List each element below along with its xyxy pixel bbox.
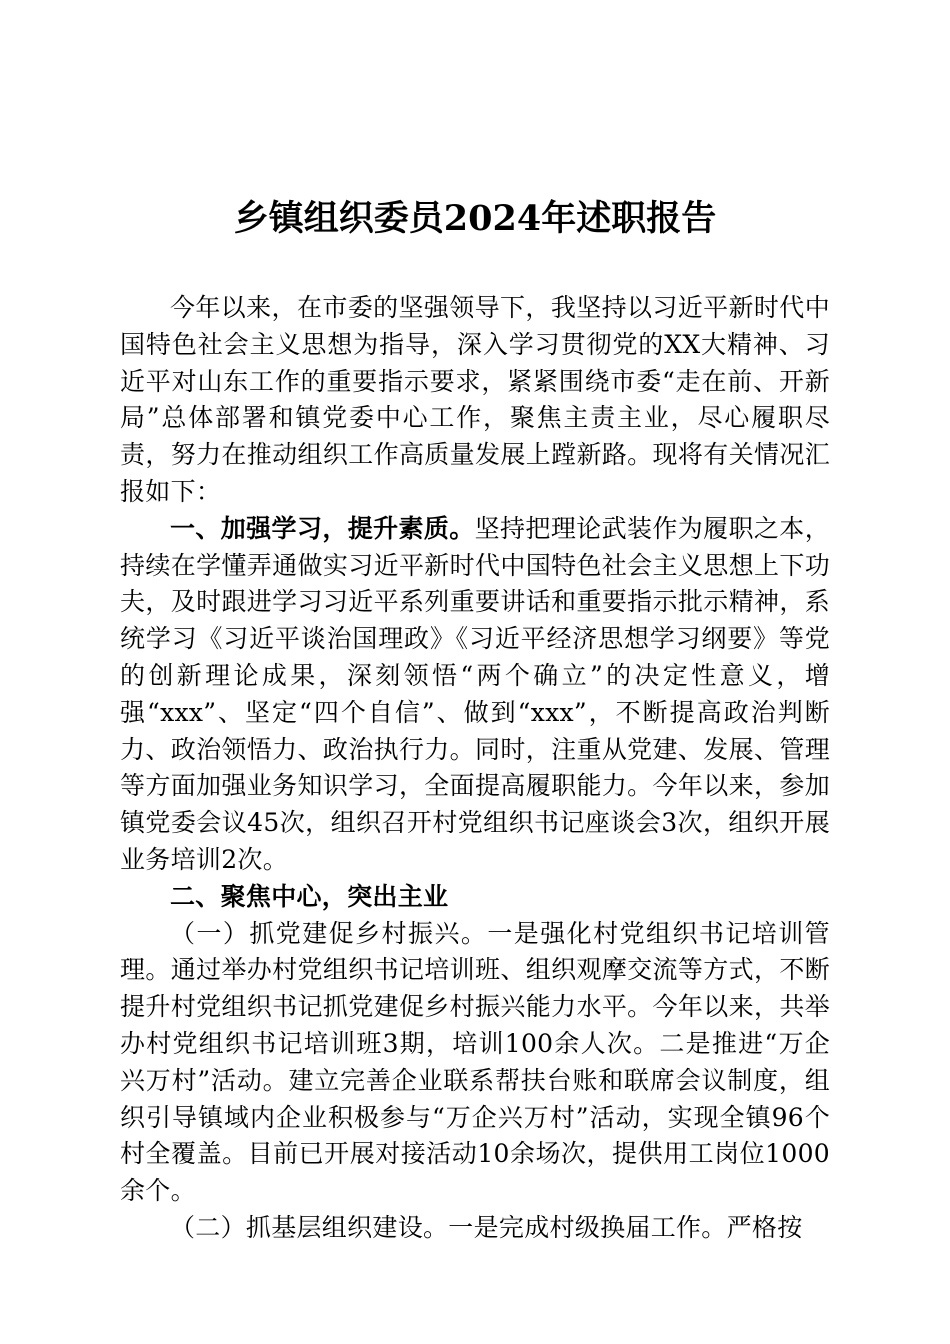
- section-1-paragraph: [120, 511, 830, 879]
- intro-paragraph: 今年以来，在市委的坚强领导下，我坚持以习近平新时代中国特色社会主义思想为指导，深入学习贯彻党的XX大精神、习近平对山东工作的重要指示要求，紧紧围绕市委“走在前、开新局”总体部署和镇党委中心工作，聚焦主责主业，尽心履职尽责，努力在推动组织工作高质量发展上蹚新路。现将有关情况汇报如下：: [120, 293, 830, 506]
- section-2-sub-2-paragraph: （二）抓基层组织建设。一是完成村级换届工作。严格按: [170, 1212, 803, 1242]
- section-2-heading: 二、聚焦中心，突出主业: [170, 881, 449, 911]
- section-1-heading: 一、加强学习，提升素质。: [170, 513, 475, 543]
- document-title: 乡镇组织委员2024年述职报告: [233, 198, 717, 239]
- section-2-sub-1-paragraph: （一）抓党建促乡村振兴。一是强化村党组织书记培训管理。通过举办村党组织书记培训班、组织观摩交流等方式，不断提升村党组织书记抓党建促乡村振兴能力水平。今年以来，共举办村党组织书记培训班3期，培训100余人次。二是推进“万企兴万村”活动。建立完善企业联系帮扶台账和联席会议制度，组织引导镇域内企业积极参与“万企兴万村”活动，实现全镇96个村全覆盖。目前已开展对接活动10余场次，提供用工岗位1000余个。: [120, 918, 830, 1206]
- section-1-text: 坚持把理论武装作为履职之本，持续在学懂弄通做实习近平新时代中国特色社会主义思想上下功夫，及时跟进学习习近平系列重要讲话和重要指示批示精神，系统学习《习近平谈治国理政》《习近平经济思想学习纲要》等党的创新理论成果，深刻领悟“两个确立”的决定性意义，增强“xxx”、坚定“四个自信”、做到“xxx”，不断提高政治判断力、政治领悟力、政治执行力。同时，注重从党建、发展、管理等方面加强业务知识学习，全面提高履职能力。今年以来，参加镇党委会议45次，组织召开村党组织书记座谈会3次，组织开展业务培训2次。: [120, 513, 830, 874]
- document-body: [120, 290, 830, 1247]
